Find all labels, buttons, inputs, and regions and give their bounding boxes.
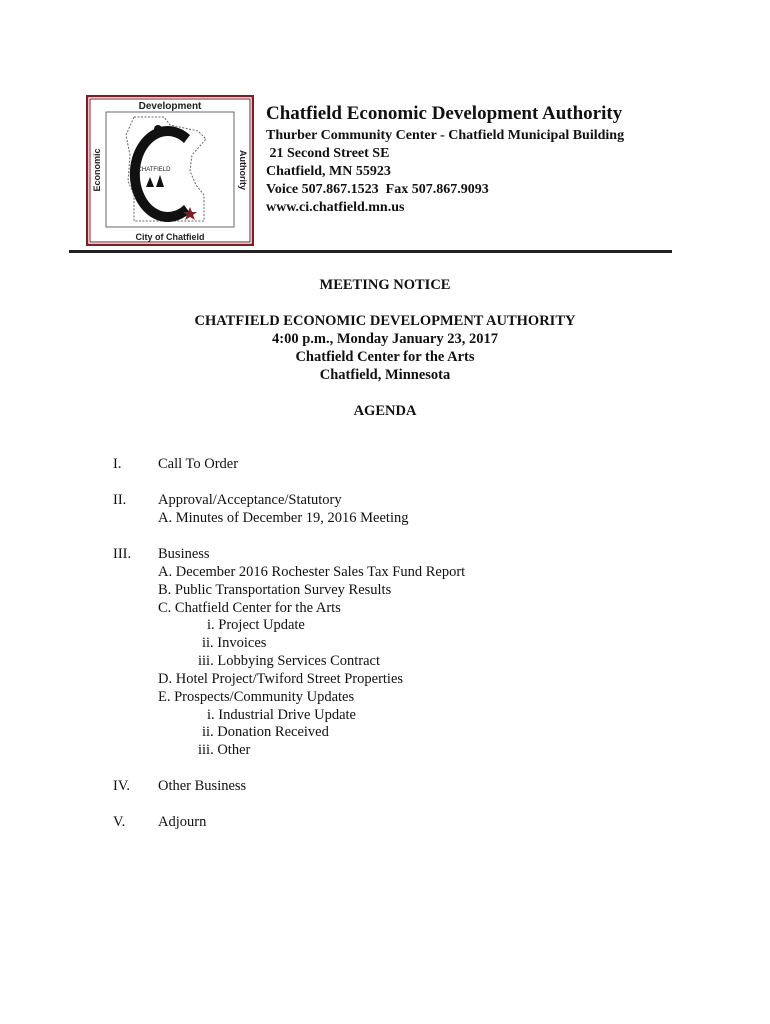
logo-left-text: Economic [92,148,102,192]
org-name: Chatfield Economic Development Authority [266,103,623,124]
chatfield-logo [86,95,254,246]
agenda-subsubitem-donation: ii. Donation Received [202,724,329,740]
agenda-subsubitem-invoices: ii. Invoices [202,635,267,651]
org-city: Chatfield, MN 55923 [266,164,391,179]
agenda-subsubitem-lobbying: iii. Lobbying Services Contract [198,653,381,669]
agenda-num-4: IV. [113,778,131,794]
notice-time-line: 4:00 p.m., Monday January 23, 2017 [272,331,498,347]
agenda-subitem-hotel: D. Hotel Project/Twiford Street Properties [158,671,404,687]
agenda-item-call-to-order: Call To Order [158,456,239,472]
agenda-subsubitem-project-update: i. Project Update [207,617,305,633]
org-phone-fax: Voice 507.867.1523 Fax 507.867.9093 [266,182,489,197]
org-header [266,103,624,217]
header-divider [69,250,672,253]
meeting-notice-title: MEETING NOTICE [319,277,451,293]
agenda-subsubitem-industrial-drive: i. Industrial Drive Update [207,707,356,723]
agenda-item-business: Business [158,546,210,562]
agenda-subsubitem-other: iii. Other [198,742,251,758]
agenda-subitem-prospects: E. Prospects/Community Updates [158,689,355,705]
notice-org-line: CHATFIELD ECONOMIC DEVELOPMENT AUTHORITY [194,313,576,329]
org-address-1: Thurber Community Center - Chatfield Municipal Building [266,128,625,143]
agenda-item-approval: Approval/Acceptance/Statutory [158,492,342,508]
logo-inner-text: CHATFIELD [137,167,171,173]
agenda-num-1: I. [113,456,122,472]
agenda-subitem-sales-tax: A. December 2016 Rochester Sales Tax Fund Report [158,564,466,580]
notice-venue-line: Chatfield Center for the Arts [295,349,475,365]
agenda-subitem-minutes: A. Minutes of December 19, 2016 Meeting [158,510,409,526]
logo-top-text: Development [138,101,202,112]
notice-location-line: Chatfield, Minnesota [319,367,451,383]
org-website[interactable]: www.ci.chatfield.mn.us [266,200,405,215]
sun-icon [154,125,162,133]
logo-right-text: Authority [238,150,248,190]
agenda-item-adjourn: Adjourn [158,814,207,830]
agenda-subitem-center-arts: C. Chatfield Center for the Arts [158,600,341,616]
agenda-heading: AGENDA [353,403,417,419]
agenda-item-other-business: Other Business [158,778,247,794]
org-address-2: 21 Second Street SE [266,146,390,161]
agenda-num-3: III. [113,546,132,562]
agenda-num-5: V. [113,814,126,830]
agenda-num-2: II. [113,492,127,508]
logo-bottom-text: City of Chatfield [135,232,205,242]
agenda-subitem-transportation: B. Public Transportation Survey Results [158,582,392,598]
